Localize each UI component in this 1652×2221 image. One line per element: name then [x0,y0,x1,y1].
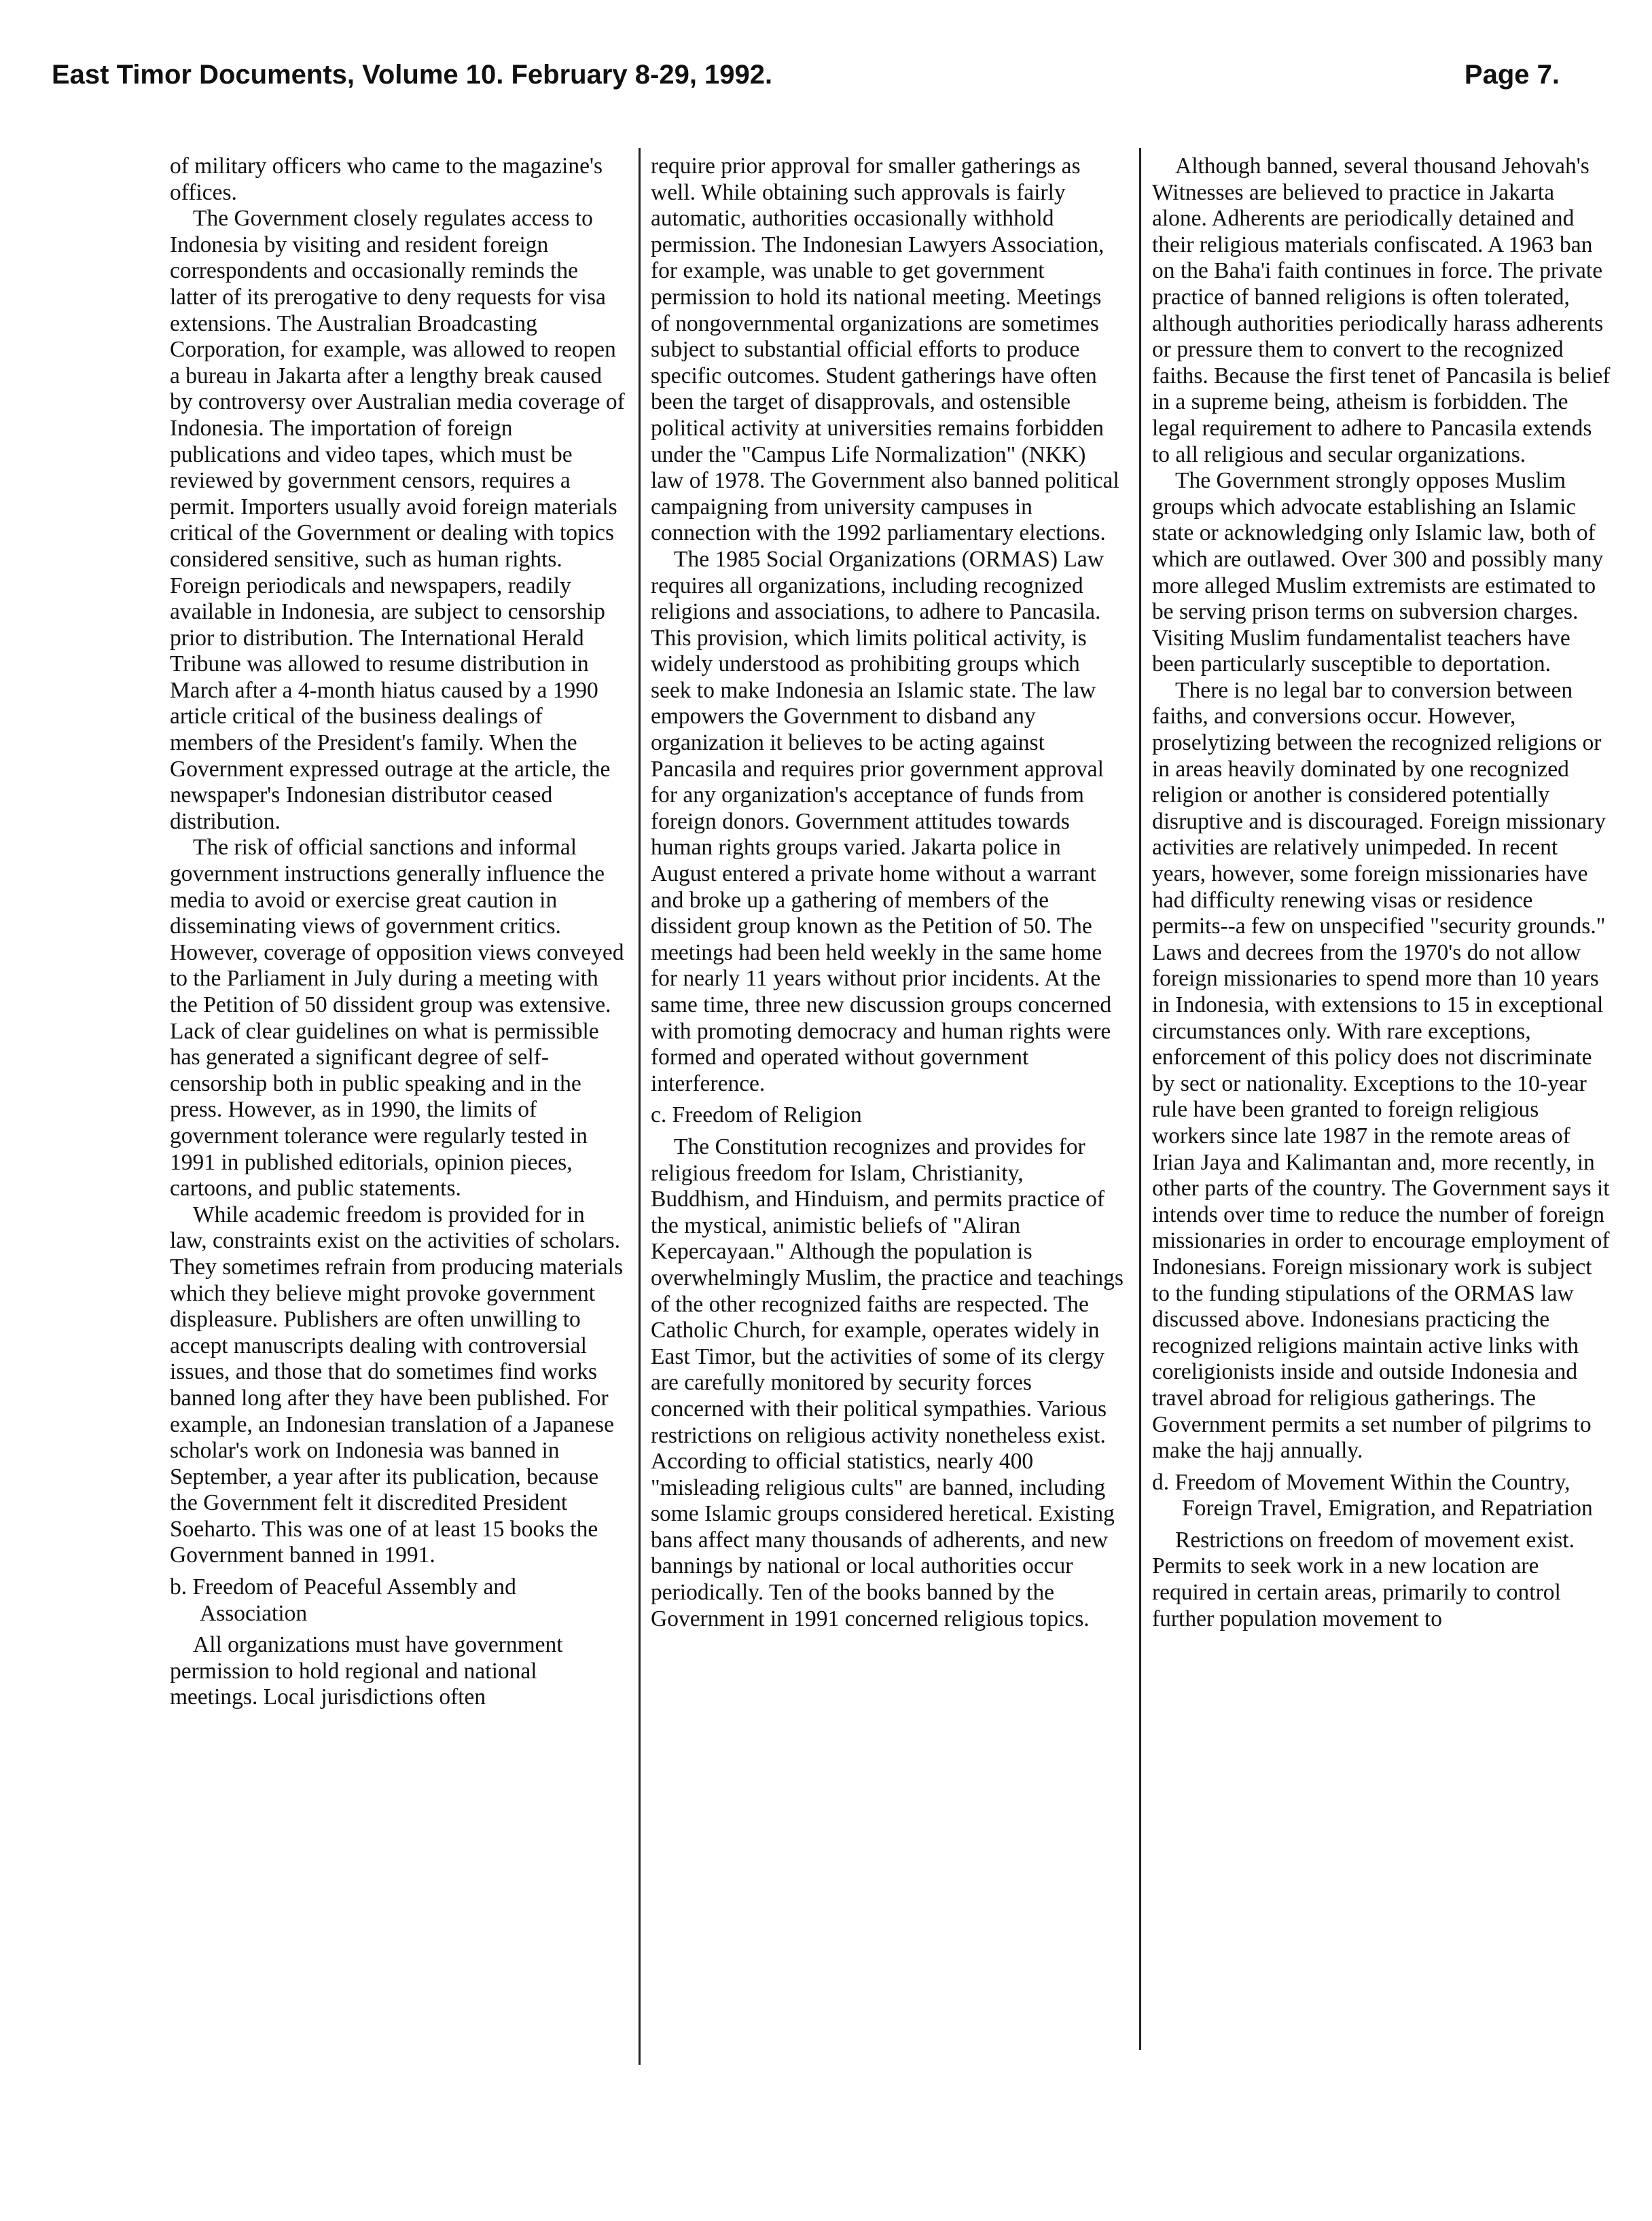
paragraph: Restrictions on freedom of movement exist. Permits to seek work in a new location are required in certain areas, primarily to control further population movement to [1152,1527,1575,1631]
publication-title: East Timor Documents, Volume 10. February 8-29, 1992. [52,60,773,90]
running-header [52,60,1560,107]
paragraph: The 1985 Social Organizations (ORMAS) Law requires all organizations, including recognized religions and associations, to adhere to Pancasila. This provision, which limits political activity, is widely understood as prohibiting groups which seek to make Indonesia an Islamic state. The law empowers the Government to disband any organization it believes to be acting against Pancasila and requires prior government approval for any organization's acceptance of funds from foreign donors. Government attitudes towards human rights groups varied. Jakarta police in August entered a private home without a warrant and broke up a gathering of members of the dissident group known as the Petition of 50. The meetings had been held weekly in the same home for nearly 11 years without prior incidents. At the same time, three new discussion groups concerned with promoting democracy and human rights were formed and operated without government interference. [651,546,1112,1096]
paragraph: While academic freedom is provided for in law, constraints exist on the activities of scholars. They sometimes refrain from producing materials which they believe might provoke government displeasure. Publishers are often unwilling to accept manuscripts dealing with controversial issues, and those that do sometimes find works banned long after they have been published. For example, an Indonesian translation of a Japanese scholar's work on Indonesia was banned in September, a year after its publication, because the Government felt it discredited President Soeharto. This was one of at least 15 books the Government banned in 1991. [170,1202,623,1568]
page-number: Page 7. [1464,60,1560,90]
paragraph: Although banned, several thousand Jehovah's Witnesses are believed to practice in Jakarta alone. Adherents are periodically detained and their religious materials confiscated. A 1963 ban on the Baha'i faith continues in force. The private practice of banned religions is often tolerated, although authorities periodically harass adherents or pressure them to convert to the recognized faiths. Because the first tenet of Pancasila is belief in a supreme being, atheism is forbidden. The legal requirement to adhere to Pancasila extends to all religious and secular organizations. [1152,154,1611,467]
section-heading-b: b. Freedom of Peaceful Assembly and Association [170,1574,516,1626]
paragraph: The Constitution recognizes and provides for religious freedom for Islam, Christianity, Buddhism, and Hinduism, and permits practice of the mystical, animistic beliefs of "Aliran Kepercayaan." Although the population is overwhelmingly Muslim, the practice and teachings of the other recognized faiths are respected. The Catholic Church, for example, operates widely in East Timor, but the activities of some of its clergy are carefully monitored by security forces concerned with their political sympathies. Various restrictions on religious activity nonetheless exist. According to official statistics, nearly 400 "misleading religious cults" are banned, including some Islamic groups considered heretical. Existing bans affect many thousands of adherents, and new bannings by national or local authorities occur periodically. Ten of the books banned by the Government in 1991 concerned religious topics. [651,1134,1124,1631]
column-1 [170,154,626,2055]
paragraph: The Government closely regulates access to Indonesia by visiting and resident foreign correspondents and occasionally reminds the latter of its prerogative to deny requests for visa extensions. The Australian Broadcasting Corporation, for example, was allowed to reopen a bureau in Jakarta after a lengthy break caused by controversy over Australian media coverage of Indonesia. The importation of foreign publications and video tapes, which must be reviewed by government censors, requires a permit. Importers usually avoid foreign materials critical of the Government or dealing with topics considered sensitive, such as human rights. Foreign periodicals and newspapers, readily available in Indonesia, are subject to censorship prior to distribution. The International Herald Tribune was allowed to resume distribution in March after a 4-month hiatus caused by a 1990 article critical of the business dealings of members of the President's family. When the Government expressed outrage at the article, the newspaper's Indonesian distributor ceased distribution. [170,206,625,834]
column-2 [651,154,1124,2055]
paragraph: of military officers who came to the magazine's offices. [170,154,603,205]
section-heading-c: c. Freedom of Religion [651,1102,862,1128]
column-3 [1152,154,1611,2055]
paragraph: require prior approval for smaller gatherings as well. While obtaining such approvals is fairly automatic, authorities occasionally withhold permission. The Indonesian Lawyers Association, for example, was unable to get government permission to hold its national meeting. Meetings of nongovernmental organizations are sometimes subject to substantial official efforts to produce specific outcomes. Student gatherings have often been the target of disapprovals, and ostensible political activity at universities remains forbidden under the "Campus Life Normalization" (NKK) law of 1978. The Government also banned political campaigning from university campuses in connection with the 1992 parliamentary elections. [651,154,1119,546]
section-heading-d: d. Freedom of Movement Within the Country, Foreign Travel, Emigration, and Repatriation [1152,1469,1593,1521]
column-divider [639,148,641,2065]
paragraph: The risk of official sanctions and informal government instructions generally influence the media to avoid or exercise great caution in disseminating views of government critics. However, coverage of opposition views conveyed to the Parliament in July during a meeting with the Petition of 50 dissident group was extensive. Lack of clear guidelines on what is permissible has generated a significant degree of self-censorship both in public speaking and in the press. However, as in 1990, the limits of government tolerance were regularly tested in 1991 in published editorials, opinion pieces, cartoons, and public statements. [170,835,624,1202]
paragraph: The Government strongly opposes Muslim groups which advocate establishing an Islamic state or acknowledging only Islamic law, both of which are outlawed. Over 300 and possibly many more alleged Muslim extremists are estimated to be serving prison terms on subversion charges. Visiting Muslim fundamentalist teachers have been particularly susceptible to deportation. [1152,468,1604,677]
paragraph: All organizations must have government permission to hold regional and national meetings. Local jurisdictions often [170,1632,563,1710]
paragraph: There is no legal bar to conversion between faiths, and conversions occur. However, proselytizing between the recognized religions or in areas heavily dominated by one recognized religion or another is considered potentially disruptive and is discouraged. Foreign missionary activities are relatively unimpeded. In recent years, however, some foreign missionaries have had difficulty renewing visas or residence permits--a few on unspecified "security grounds." Laws and decrees from the 1970's do not allow foreign missionaries to spend more than 10 years in Indonesia, with extensions to 15 in exceptional circumstances only. With rare exceptions, enforcement of this policy does not discriminate by sect or nationality. Exceptions to the 10-year rule have been granted to foreign religious workers since late 1987 in the remote areas of Irian Jaya and Kalimantan and, more recently, in other parts of the country. The Government says it intends over time to reduce the number of foreign missionaries in order to encourage employment of Indonesians. Foreign missionary work is subject to the funding stipulations of the ORMAS law discussed above. Indonesians practicing the recognized religions maintain active links with coreligionists inside and outside Indonesia and travel abroad for religious gatherings. The Government permits a set number of pilgrims to make the hajj annually. [1152,677,1610,1464]
column-divider [1139,148,1141,2050]
